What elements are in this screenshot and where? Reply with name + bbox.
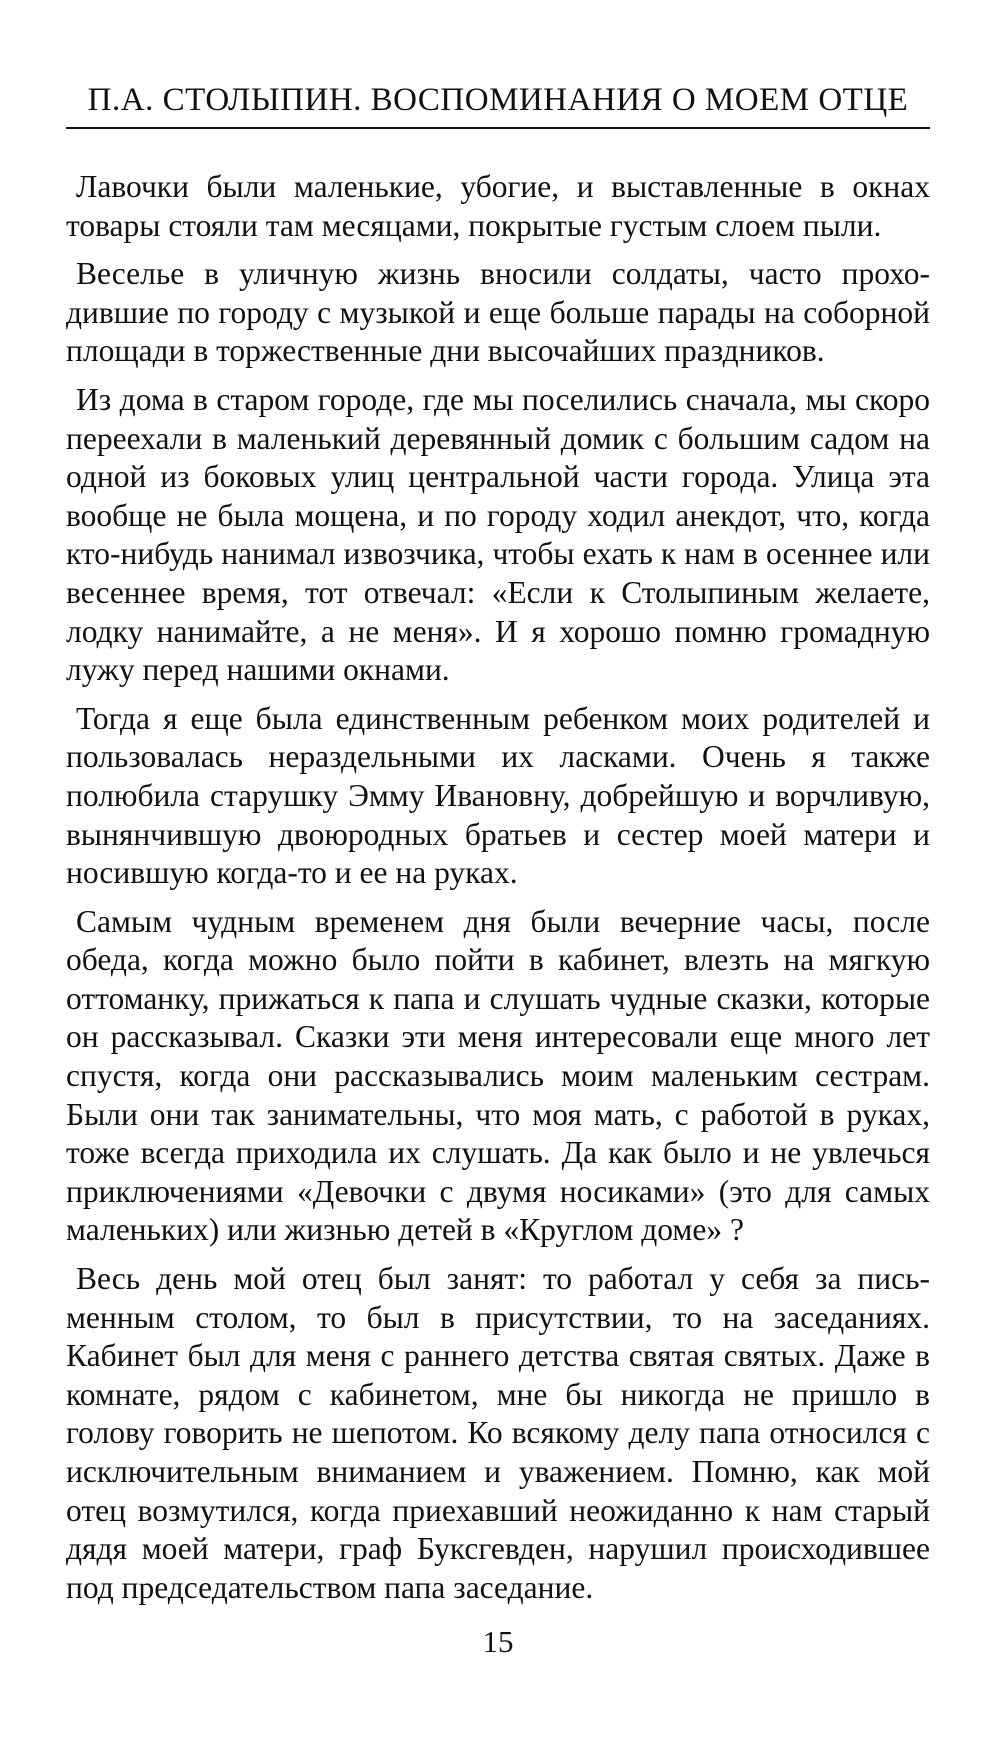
- paragraph: Веселье в уличную жизнь вносили солдаты, часто проходившие по городу с музыкой и еще больше парады на соборной площади в торжественные дни высочайших праздников.: [66, 256, 930, 369]
- paragraph: Весь день мой отец был занят: то работал у себя за письменным столом, то был в присутствии, то на заседаниях. Кабинет был для меня с раннего детства святая святых. Даже в комнате, рядом с кабинетом, мне бы никогда не пришло в голову говорить не шепотом. Ко всякому делу папа относился с исключительным вниманием и уважением. Помню, как мой отец возмутился, когда приехавший неожиданно к нам старый дядя моей матери, граф Буксгевден, нарушил происходившее под председательством папа заседание.: [66, 1261, 930, 1605]
- paragraph: Тогда я еще была единственным ребенком моих родителей и пользовалась нераздельными их ласками. Очень я также полюбила старушку Эмму Ивановну, добрейшую и ворчливую, вынянчившую двоюродных братьев и сестер моей матери и носившую когда-то и ее на руках.: [66, 700, 930, 891]
- body-text: [66, 168, 930, 1617]
- paragraph: Самым чудным временем дня были вечерние часы, после обеда, когда можно было пойти в кабинет, влезть на мягкую оттоманку, прижаться к папа и слушать чудные сказки, которые он рассказывал. Сказки эти меня интересовали еще много лет спустя, когда они рассказывались моим маленьким сестрам. Были они так занимательны, что моя мать, с работой в руках, тоже всегда приходила их слушать. Да как было и не увлечься приключениями «Девочки с двумя носиками» (это для самых маленьких) или жизнью детей в «Круглом доме» ?: [66, 903, 930, 1248]
- header-rule: [66, 127, 930, 129]
- paragraph: Из дома в старом городе, где мы поселились сначала, мы скоро переехали в маленький деревянный домик с большим садом на одной из боковых улиц центральной части города. Улица эта вообще не была мощена, и по городу ходил анекдот, что, когда кто-нибудь нанимал извозчика, чтобы ехать к нам в осеннее или весеннее время, тот отвечал: «Если к Столыпиным желаете, лодку нанимайте, а не меня». И я хорошо помню громадную лужу перед нашими окнами.: [66, 381, 930, 688]
- running-header: П.А. СТОЛЫПИН. ВОСПОМИНАНИЯ О МОЕМ ОТЦЕ: [87, 82, 909, 118]
- paragraph: Лавочки были маленькие, убогие, и выставленные в окнах товары стояли там месяцами, покрытые густым слоем пыли.: [66, 169, 930, 243]
- page-number: 15: [482, 1624, 514, 1659]
